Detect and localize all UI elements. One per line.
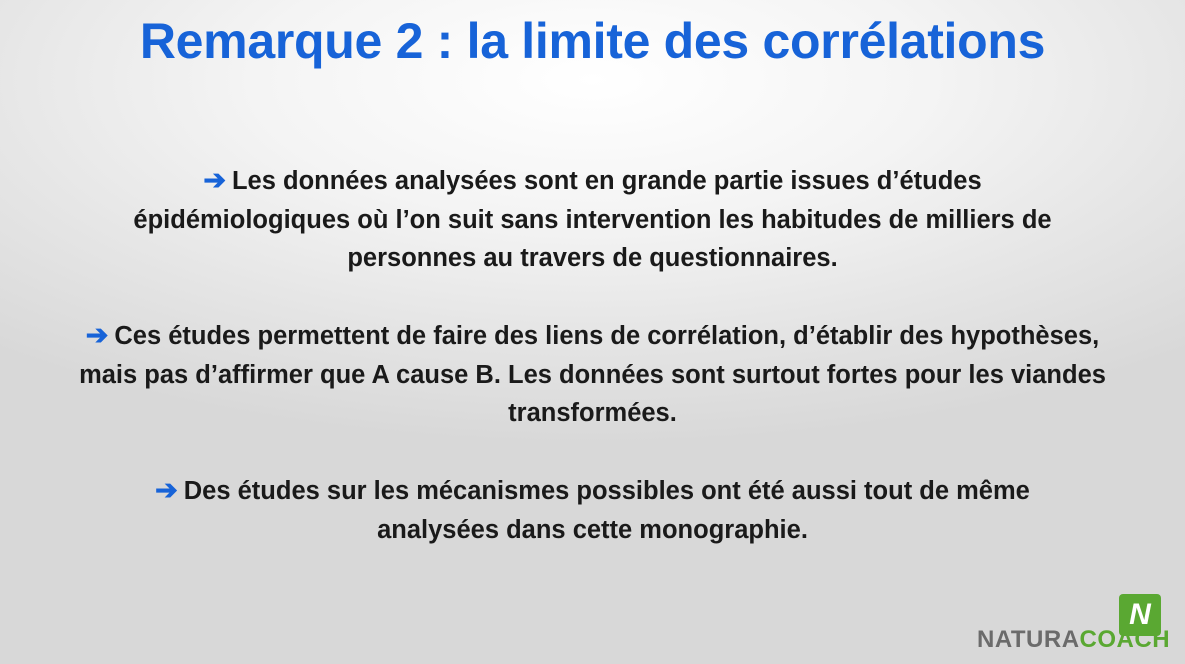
slide-body	[40, 160, 1145, 549]
arrow-icon: ➔	[155, 475, 178, 505]
arrow-icon: ➔	[203, 165, 226, 195]
bullet-paragraph-1	[40, 160, 1145, 277]
logo-wordmark-part2: COACH	[1079, 626, 1171, 653]
logo-wordmark-part1: NATURA	[977, 626, 1080, 653]
logo-wordmark	[977, 626, 1171, 654]
bullet-paragraph-1-text: Les données analysées sont en grande partie issues d’études épidémiologiques où l’on suit sans intervention les habitudes de milliers de personnes au travers de questionnaires.	[133, 167, 1052, 272]
bullet-paragraph-3-text: Des études sur les mécanismes possibles ont été aussi tout de même analysées dans cette monographie.	[183, 477, 1030, 544]
brand-logo	[977, 594, 1171, 656]
bullet-paragraph-2-text: Ces études permettent de faire des liens de corrélation, d’établir des hypothèses, mais pas d’affirmer que A cause B. Les données sont surtout fortes pour les viandes transformées.	[79, 322, 1106, 427]
bullet-paragraph-3	[40, 470, 1145, 549]
page-title: Remarque 2 : la limite des corrélations	[139, 13, 1046, 69]
logo-mark-letter: N	[1129, 598, 1151, 631]
bullet-paragraph-2	[40, 315, 1145, 432]
arrow-icon: ➔	[85, 320, 109, 350]
